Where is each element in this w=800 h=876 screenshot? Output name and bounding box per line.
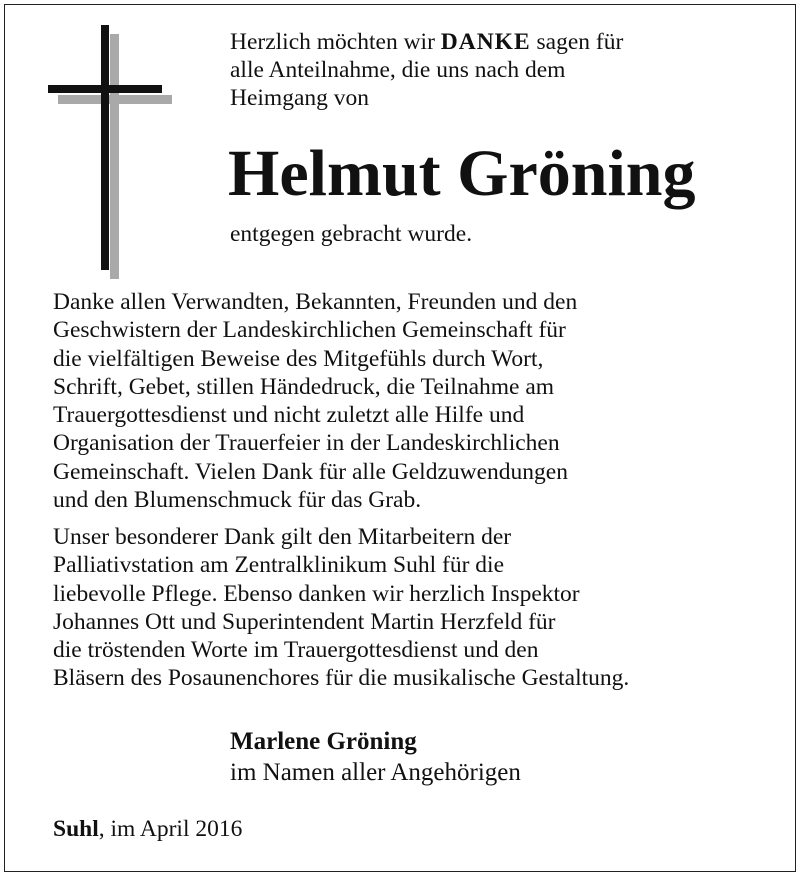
cross-shadow-horizontal <box>58 95 172 104</box>
deceased-name: Helmut Gröning <box>228 137 696 210</box>
paragraph-line: Trauergottesdienst und nicht zuletzt alle Hilfe und <box>53 402 525 429</box>
place-name: Suhl <box>53 816 99 842</box>
place-date <box>53 815 242 843</box>
intro-line-1 <box>230 28 770 56</box>
paragraph-line: Geschwistern der Landeskirchlichen Gemeinschaft für <box>53 317 566 344</box>
cross-vertical-beam <box>101 25 109 270</box>
intro-text <box>230 28 770 112</box>
paragraph-line: Unser besonderer Dank gilt den Mitarbeitern der <box>53 524 512 550</box>
intro-line-2: alle Anteilnahme, die uns nach dem <box>230 57 566 83</box>
paragraph-line: Johannes Ott und Superintendent Martin Herzfeld für <box>53 608 556 635</box>
intro-line-3: Heimgang von <box>230 85 370 111</box>
danke-emphasis: DANKE <box>440 29 531 55</box>
cross-shadow-vertical <box>110 34 119 279</box>
cross-horizontal-beam <box>48 85 162 93</box>
paragraph-line: die tröstenden Worte im Trauergottesdienst und den <box>53 637 539 664</box>
paragraph-line: Schrift, Gebet, stillen Händedruck, die Teilnahme am <box>53 373 555 400</box>
paragraph-line: die vielfältigen Beweise des Mitgefühls durch Wort, <box>53 345 544 372</box>
intro-line-1-end: sagen für <box>530 29 624 55</box>
paragraph-line: Organisation der Trauerfeier in der Landeskirchlichen <box>53 430 560 457</box>
paragraph-line: Danke allen Verwandten, Bekannten, Freunden und den <box>53 289 578 315</box>
paragraph-line: Palliativstation am Zentralklinikum Suhl für die <box>53 552 504 579</box>
after-name-text: entgegen gebracht wurde. <box>230 221 473 247</box>
thanks-paragraph-2 <box>53 523 793 693</box>
intro-line-1-start: Herzlich möchten wir <box>230 29 441 55</box>
signer-name: Marlene Gröning <box>230 728 417 755</box>
paragraph-line: liebevolle Pflege. Ebenso danken wir herzlich Inspektor <box>53 580 580 607</box>
paragraph-line: und den Blumenschmuck für das Grab. <box>53 487 422 514</box>
paragraph-line: Bläsern des Posaunenchores für die musikalische Gestaltung. <box>53 665 630 692</box>
date-text: , im April 2016 <box>98 816 243 842</box>
thanks-paragraph-1 <box>53 288 793 514</box>
paragraph-line: Gemeinschaft. Vielen Dank für alle Geldzuwendungen <box>53 458 568 485</box>
signer-subtitle: im Namen aller Angehörigen <box>230 759 521 786</box>
